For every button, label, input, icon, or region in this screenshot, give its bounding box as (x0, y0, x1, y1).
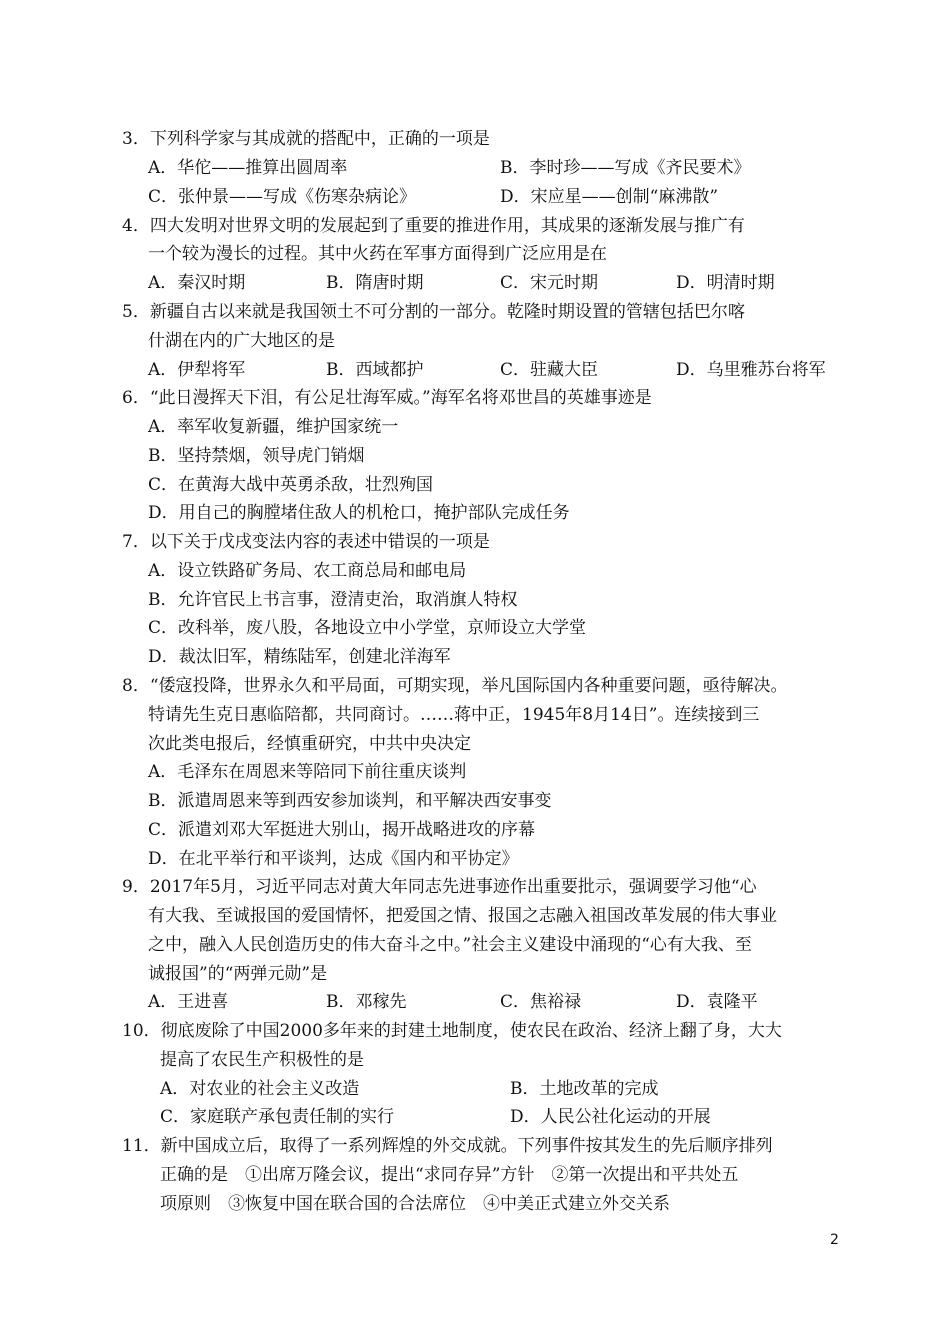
question-11-stem-cont-1: 正确的是 ①出席万隆会议，提出“求同存异”方针 ②第一次提出和平共处五 (160, 1165, 739, 1185)
page-number: 2 (830, 1232, 839, 1248)
question-4-stem: 4．四大发明对世界文明的发展起到了重要的推进作用，其成果的逐渐发展与推广有 (122, 216, 745, 236)
question-10-option-b: B．土地改革的完成 (510, 1079, 659, 1099)
question-8-option-a: A．毛泽东在周恩来等陪同下前往重庆谈判 (148, 762, 467, 782)
question-6-option-c: C．在黄海大战中英勇杀敌，壮烈殉国 (148, 475, 434, 495)
question-5-option-a: A．伊犁将军 (148, 360, 246, 380)
question-3-option-b: B．李时珍——写成《齐民要术》 (500, 158, 751, 178)
question-3-stem: 3．下列科学家与其成就的搭配中，正确的一项是 (122, 129, 490, 149)
question-5-option-c: C．驻藏大臣 (500, 360, 599, 380)
question-10-option-d: D．人民公社化运动的开展 (510, 1107, 711, 1127)
question-10-stem: 10．彻底废除了中国2000多年来的封建土地制度，使农民在政治、经济上翻了身，大大 (122, 1021, 782, 1041)
question-5-option-d: D．乌里雅苏台将军 (676, 360, 826, 380)
question-10-option-c: C．家庭联产承包责任制的实行 (160, 1107, 395, 1127)
question-9-stem-cont-2: 之中，融入人民创造历史的伟大奋斗之中。”社会主义建设中涌现的“心有大我、至 (148, 935, 752, 955)
question-8-stem-cont-1: 特请先生克日惠临陪都，共同商讨。……蒋中正，1945年8月14日”。连续接到三 (148, 705, 760, 725)
question-5-stem-cont: 什湖在内的广大地区的是 (148, 331, 335, 351)
question-9-stem: 9．2017年5月，习近平同志对黄大年同志先进事迹作出重要批示，强调要学习他“心 (122, 877, 757, 897)
question-8-stem: 8．“倭寇投降，世界永久和平局面，可期实现，举凡国际国内各种重要问题，亟待解决。 (122, 676, 788, 696)
question-10-stem-cont: 提高了农民生产积极性的是 (160, 1050, 364, 1070)
question-8-stem-cont-2: 次此类电报后，经慎重研究，中共中央决定 (148, 734, 471, 754)
question-9-stem-cont-1: 有大我、至诚报国的爱国情怀，把爱国之情、报国之志融入祖国改革发展的伟大事业 (148, 906, 777, 926)
question-9-option-b: B．邓稼先 (326, 992, 407, 1012)
question-5-stem: 5．新疆自古以来就是我国领土不可分割的一部分。乾隆时期设置的管辖包括巴尔喀 (122, 302, 745, 322)
question-3-option-c: C．张仲景——写成《伤寒杂病论》 (148, 187, 417, 207)
question-6-option-b: B．坚持禁烟，领导虎门销烟 (148, 446, 365, 466)
question-9-stem-cont-3: 诚报国”的“两弹元勋”是 (148, 964, 328, 984)
question-6-stem: 6．“此日漫挥天下泪，有公足壮海军威。”海军名将邓世昌的英雄事迹是 (122, 388, 652, 408)
question-4-option-d: D．明清时期 (676, 273, 775, 293)
question-8-option-b: B．派遣周恩来等到西安参加谈判，和平解决西安事变 (148, 791, 552, 811)
question-4-option-b: B．隋唐时期 (326, 273, 424, 293)
question-6-option-a: A．率军收复新疆，维护国家统一 (148, 417, 399, 437)
question-7-option-a: A．设立铁路矿务局、农工商总局和邮电局 (148, 561, 467, 581)
question-4-option-c: C．宋元时期 (500, 273, 599, 293)
question-3-option-d: D．宋应星——创制“麻沸散” (500, 187, 719, 207)
question-7-option-b: B．允许官民上书言事，澄清吏治，取消旗人特权 (148, 590, 518, 610)
question-4-option-a: A．秦汉时期 (148, 273, 246, 293)
question-8-option-c: C．派遣刘邓大军挺进大别山，揭开战略进攻的序幕 (148, 820, 536, 840)
question-9-option-d: D．袁隆平 (676, 992, 758, 1012)
question-11-stem-cont-2: 项原则 ③恢复中国在联合国的合法席位 ④中美正式建立外交关系 (160, 1194, 670, 1214)
question-9-option-c: C．焦裕禄 (500, 992, 582, 1012)
question-11-stem: 11．新中国成立后，取得了一系列辉煌的外交成就。下列事件按其发生的先后顺序排列 (122, 1136, 773, 1156)
question-4-stem-cont: 一个较为漫长的过程。其中火药在军事方面得到广泛应用是在 (148, 244, 607, 264)
question-6-option-d: D．用自己的胸膛堵住敌人的机枪口，掩护部队完成任务 (148, 503, 570, 523)
question-10-option-a: A．对农业的社会主义改造 (160, 1079, 360, 1099)
question-9-option-a: A．王进喜 (148, 992, 229, 1012)
question-7-option-c: C．改科举，废八股，各地设立中小学堂，京师设立大学堂 (148, 618, 587, 638)
question-5-option-b: B．西域都护 (326, 360, 424, 380)
question-8-option-d: D．在北平举行和平谈判，达成《国内和平协定》 (148, 849, 519, 869)
question-3-option-a: A．华佗——推算出圆周率 (148, 158, 348, 178)
question-7-option-d: D．裁汰旧军，精练陆军，创建北洋海军 (148, 647, 451, 667)
question-7-stem: 7．以下关于戊戌变法内容的表述中错误的一项是 (122, 532, 490, 552)
